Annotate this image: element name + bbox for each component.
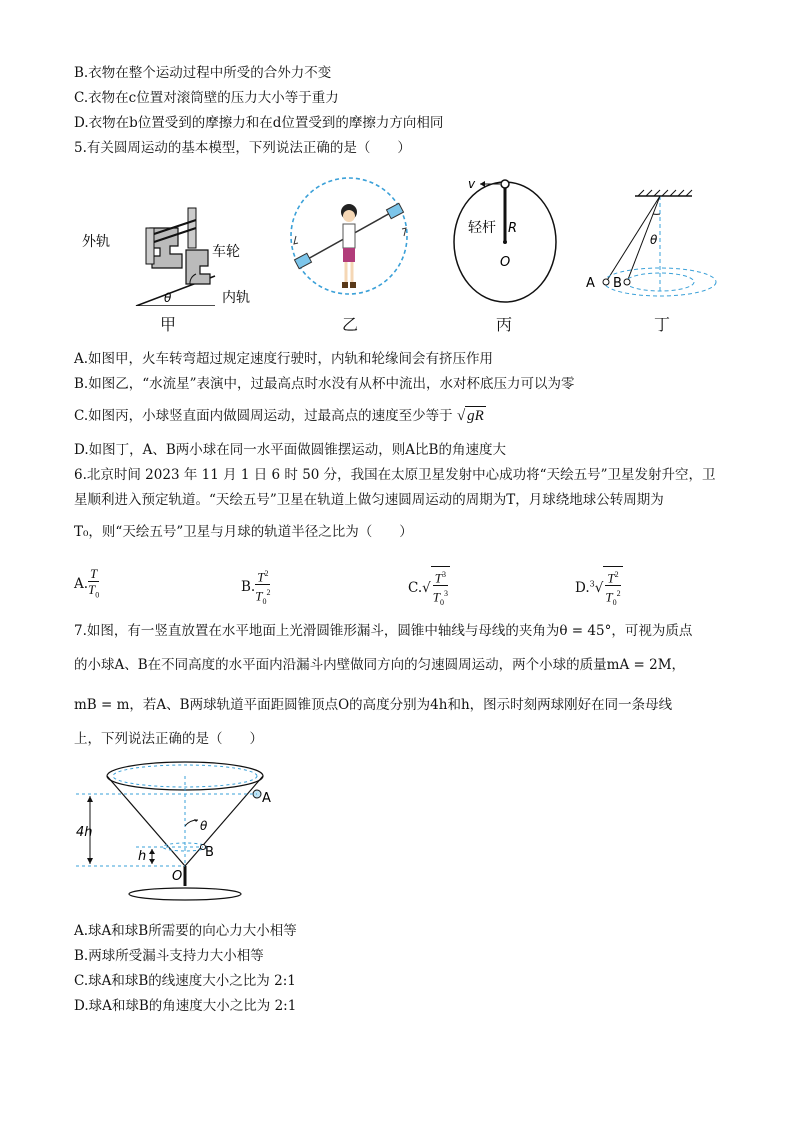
q5-option-b: B.如图乙，“水流星”表演中，过最高点时水没有从杯中流出，水对杯底压力可以为零 (74, 376, 575, 392)
q5-option-d: D.如图丁，A、B两小球在同一水平面做圆锥摆运动，则A比B的角速度大 (74, 442, 506, 458)
caption-jia: 甲 (160, 315, 177, 334)
label-theta-ding: θ (650, 233, 658, 247)
q5-stem: 5.有关圆周运动的基本模型，下列说法正确的是（ ） (74, 140, 411, 156)
q6-option-d: D.$^3$√ $\frac{T^2}{T_0^2}$ (575, 566, 623, 610)
q7-funnel-figure (76, 756, 296, 906)
q6-option-c-label: C. (408, 580, 423, 597)
q5-figures (70, 176, 730, 306)
label-B-ding: B (613, 276, 622, 291)
label-ball-A: A (262, 791, 271, 806)
q6-stem-line3: T₀，则“天绘五号”卫星与月球的轨道半径之比为（ ） (74, 524, 413, 540)
q7-stem-line2: 的小球A、B在不同高度的水平面内沿漏斗内壁做同方向的匀速圆周运动，两个小球的质量mA = 2M， (74, 657, 686, 673)
caption-bing: 丙 (496, 315, 513, 334)
q4-option-b: B.衣物在整个运动过程中所受的合外力不变 (74, 65, 332, 81)
q4-option-c: C.衣物在c位置对滚筒壁的压力大小等于重力 (74, 90, 339, 106)
caption-yi: 乙 (342, 315, 359, 334)
figure-bing-rod-circle (454, 177, 556, 302)
label-O-q7: O (172, 869, 183, 884)
q5-option-c-text: C.如图丙，小球竖直面内做圆周运动，过最高点的速度至少等于 (74, 408, 453, 424)
label-wheel: 车轮 (212, 244, 240, 260)
q7-option-a: A.球A和球B所需要的向心力大小相等 (74, 923, 297, 939)
caption-ding: 丁 (654, 315, 671, 334)
q6-stem-line1: 6.北京时间 2023 年 11 月 1 日 6 时 50 分，我国在太原卫星发射中心成功将“天绘五号”卫星发射升空，卫 (74, 467, 716, 483)
label-O-bing: O (500, 255, 511, 270)
label-A-ding: A (586, 276, 595, 291)
label-outer-rail: 外轨 (82, 234, 110, 250)
q7-option-b: B.两球所受漏斗支持力大小相等 (74, 948, 264, 964)
q5-option-a: A.如图甲，火车转弯超过规定速度行驶时，内轨和轮缘间会有挤压作用 (74, 351, 494, 367)
q6-option-d-label: D. (575, 580, 590, 597)
sqrt-gR: gR (467, 408, 484, 424)
q6-stem-line2: 星顺利进入预定轨道。“天绘五号”卫星在轨道上做匀速圆周运动的周期为T，月球绕地球公转周期为 (74, 492, 664, 508)
label-inner-rail: 内轨 (222, 290, 250, 306)
figure-yi-water-meteor (291, 178, 407, 294)
q7-option-c: C.球A和球B的线速度大小之比为 2:1 (74, 973, 296, 989)
q7-stem-line4: 上，下列说法正确的是（ ） (74, 731, 263, 747)
q7-stem-line1: 7.如图，有一竖直放置在水平地面上光滑圆锥形漏斗，圆锥中轴线与母线的夹角为θ = 45°，可视为质点 (74, 623, 693, 639)
label-v: v (468, 177, 476, 191)
q7-stem-line3: mB = m，若A、B两球轨道平面距圆锥顶点O的高度分别为4h和h，图示时刻两球刚好在同一条母线 (74, 697, 673, 713)
figure-ding-conical-pendulum (586, 190, 716, 296)
label-h: h (138, 849, 147, 864)
label-light-rod: 轻杆 (468, 220, 496, 236)
label-4h: 4h (76, 825, 93, 840)
q6-option-a: A. $\frac{T}{T_0}$ (74, 566, 100, 600)
q7-option-d: D.球A和球B的角速度大小之比为 2:1 (74, 998, 297, 1014)
q6-option-c: C.√ $\frac{T^3}{T_0^3}$ (408, 566, 450, 610)
label-theta-q7: θ (200, 819, 208, 833)
q6-option-b: B. $\frac{T^2}{T_0^2}$ (241, 566, 270, 609)
q6-option-a-label: A. (74, 575, 89, 592)
q5-option-c: C.如图丙，小球竖直面内做圆周运动，过最高点的速度至少等于 √ gR (74, 408, 484, 424)
q4-option-d: D.衣物在b位置受到的摩擦力和在d位置受到的摩擦力方向相同 (74, 115, 444, 131)
figure-jia-track (82, 208, 250, 306)
label-R: R (508, 221, 518, 236)
label-theta-jia: θ (164, 291, 172, 305)
label-ball-B: B (205, 845, 214, 860)
q6-option-b-label: B. (241, 579, 256, 596)
